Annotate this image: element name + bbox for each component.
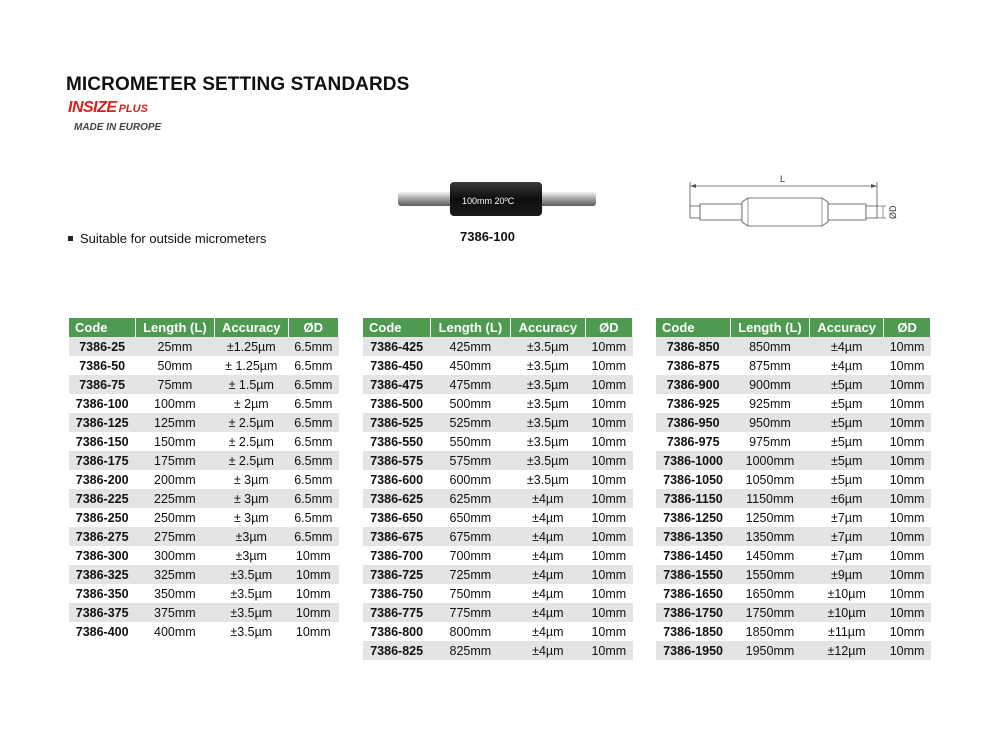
- cell-diameter: 10mm: [884, 565, 931, 584]
- col-code: Code: [69, 318, 135, 337]
- bullet-square-icon: [68, 236, 73, 241]
- cell-diameter: 10mm: [585, 527, 632, 546]
- cell-diameter: 10mm: [884, 508, 931, 527]
- cell-length: 50mm: [135, 356, 214, 375]
- cell-accuracy: ± 2µm: [214, 394, 288, 413]
- col-length: Length (L): [730, 318, 809, 337]
- cell-length: 875mm: [730, 356, 809, 375]
- cell-code: 7386-550: [363, 432, 430, 451]
- table-row: [69, 451, 339, 470]
- cell-diameter: 10mm: [884, 584, 931, 603]
- dimension-drawing: [682, 172, 902, 237]
- cell-length: 25mm: [135, 337, 214, 356]
- table-row: [69, 356, 339, 375]
- table-row: [656, 432, 931, 451]
- cell-accuracy: ±5µm: [810, 413, 884, 432]
- cell-accuracy: ±3.5µm: [214, 603, 288, 622]
- cell-code: 7386-25: [69, 337, 135, 356]
- cell-accuracy: ± 3µm: [214, 470, 288, 489]
- col-diameter: ØD: [288, 318, 338, 337]
- cell-length: 800mm: [430, 622, 510, 641]
- cell-length: 525mm: [430, 413, 510, 432]
- cell-diameter: 6.5mm: [288, 508, 338, 527]
- table-row: [656, 337, 931, 356]
- cell-code: 7386-350: [69, 584, 135, 603]
- cell-code: 7386-450: [363, 356, 430, 375]
- table-row: [69, 584, 339, 603]
- cell-diameter: 10mm: [585, 451, 632, 470]
- cell-accuracy: ± 1.5µm: [214, 375, 288, 394]
- table-row: [69, 489, 339, 508]
- cell-code: 7386-50: [69, 356, 135, 375]
- table-row: [69, 508, 339, 527]
- length-label: L: [780, 174, 786, 184]
- cell-length: 775mm: [430, 603, 510, 622]
- spec-table-2: [363, 318, 633, 660]
- cell-length: 1000mm: [730, 451, 809, 470]
- col-code: Code: [363, 318, 430, 337]
- cell-code: 7386-850: [656, 337, 730, 356]
- cell-accuracy: ± 1.25µm: [214, 356, 288, 375]
- cell-length: 1250mm: [730, 508, 809, 527]
- cell-accuracy: ±4µm: [511, 603, 586, 622]
- cell-accuracy: ±7µm: [810, 508, 884, 527]
- cell-diameter: 6.5mm: [288, 413, 338, 432]
- cell-length: 400mm: [135, 622, 214, 641]
- table-row: [69, 565, 339, 584]
- cell-accuracy: ±4µm: [810, 337, 884, 356]
- cell-diameter: 10mm: [884, 432, 931, 451]
- table-row: [363, 432, 633, 451]
- cell-code: 7386-725: [363, 565, 430, 584]
- cell-accuracy: ± 3µm: [214, 508, 288, 527]
- cell-diameter: 10mm: [884, 641, 931, 660]
- cell-code: 7386-1150: [656, 489, 730, 508]
- cell-diameter: 10mm: [585, 584, 632, 603]
- table-row: [69, 375, 339, 394]
- cell-code: 7386-1050: [656, 470, 730, 489]
- cell-diameter: 10mm: [585, 508, 632, 527]
- brand-origin: MADE IN EUROPE: [74, 122, 162, 133]
- table-row: [656, 546, 931, 565]
- cell-accuracy: ±11µm: [810, 622, 884, 641]
- cell-code: 7386-900: [656, 375, 730, 394]
- cell-diameter: 10mm: [585, 375, 632, 394]
- table-row: [363, 413, 633, 432]
- cell-diameter: 10mm: [288, 565, 338, 584]
- cell-diameter: 10mm: [884, 603, 931, 622]
- table-row: [69, 413, 339, 432]
- cell-code: 7386-425: [363, 337, 430, 356]
- cell-accuracy: ±10µm: [810, 584, 884, 603]
- cell-diameter: 10mm: [884, 394, 931, 413]
- table-row: [656, 470, 931, 489]
- cell-diameter: 10mm: [288, 546, 338, 565]
- cell-accuracy: ±3.5µm: [511, 394, 586, 413]
- cell-accuracy: ±5µm: [810, 451, 884, 470]
- table-row: [656, 451, 931, 470]
- cell-diameter: 10mm: [884, 489, 931, 508]
- col-accuracy: Accuracy: [810, 318, 884, 337]
- brand-plus: PLUS: [118, 103, 148, 115]
- col-accuracy: Accuracy: [214, 318, 288, 337]
- product-photo: [398, 180, 598, 223]
- cell-length: 1650mm: [730, 584, 809, 603]
- page-title: MICROMETER SETTING STANDARDS: [66, 74, 410, 95]
- cell-length: 650mm: [430, 508, 510, 527]
- cell-accuracy: ±3.5µm: [214, 622, 288, 641]
- cell-diameter: 10mm: [585, 546, 632, 565]
- cell-length: 1150mm: [730, 489, 809, 508]
- cell-accuracy: ±5µm: [810, 470, 884, 489]
- feature-bullet: [68, 231, 266, 246]
- cell-length: 625mm: [430, 489, 510, 508]
- cell-length: 125mm: [135, 413, 214, 432]
- cell-diameter: 10mm: [585, 394, 632, 413]
- cell-diameter: 6.5mm: [288, 394, 338, 413]
- table-row: [69, 546, 339, 565]
- cell-diameter: 10mm: [884, 470, 931, 489]
- cell-code: 7386-1450: [656, 546, 730, 565]
- cell-length: 725mm: [430, 565, 510, 584]
- cell-length: 1750mm: [730, 603, 809, 622]
- cell-accuracy: ±7µm: [810, 546, 884, 565]
- cell-length: 150mm: [135, 432, 214, 451]
- cell-length: 1350mm: [730, 527, 809, 546]
- cell-code: 7386-575: [363, 451, 430, 470]
- table-row: [363, 337, 633, 356]
- cell-accuracy: ±3.5µm: [511, 451, 586, 470]
- cell-code: 7386-1250: [656, 508, 730, 527]
- cell-diameter: 10mm: [585, 622, 632, 641]
- cell-code: 7386-1750: [656, 603, 730, 622]
- brand-logo: [68, 99, 148, 117]
- table-row: [656, 356, 931, 375]
- cell-diameter: 6.5mm: [288, 337, 338, 356]
- cell-diameter: 10mm: [585, 603, 632, 622]
- cell-diameter: 10mm: [884, 622, 931, 641]
- cell-length: 275mm: [135, 527, 214, 546]
- table-row: [69, 470, 339, 489]
- cell-accuracy: ±1.25µm: [214, 337, 288, 356]
- cell-accuracy: ±12µm: [810, 641, 884, 660]
- cell-accuracy: ± 2.5µm: [214, 451, 288, 470]
- table-row: [656, 565, 931, 584]
- cell-accuracy: ±3.5µm: [214, 584, 288, 603]
- table-row: [656, 375, 931, 394]
- cell-code: 7386-925: [656, 394, 730, 413]
- cell-accuracy: ±4µm: [511, 527, 586, 546]
- cell-code: 7386-625: [363, 489, 430, 508]
- cell-length: 1550mm: [730, 565, 809, 584]
- cell-diameter: 6.5mm: [288, 489, 338, 508]
- cell-code: 7386-325: [69, 565, 135, 584]
- cell-accuracy: ±4µm: [511, 546, 586, 565]
- cell-accuracy: ±3.5µm: [511, 432, 586, 451]
- table-row: [363, 565, 633, 584]
- cell-length: 225mm: [135, 489, 214, 508]
- cell-length: 75mm: [135, 375, 214, 394]
- table-row: [656, 413, 931, 432]
- cell-diameter: 6.5mm: [288, 356, 338, 375]
- cell-code: 7386-250: [69, 508, 135, 527]
- cell-diameter: 6.5mm: [288, 470, 338, 489]
- table-row: [363, 584, 633, 603]
- cell-diameter: 10mm: [288, 622, 338, 641]
- cell-length: 575mm: [430, 451, 510, 470]
- cell-accuracy: ±4µm: [511, 565, 586, 584]
- cell-diameter: 10mm: [884, 337, 931, 356]
- table-row: [69, 527, 339, 546]
- cell-diameter: 6.5mm: [288, 451, 338, 470]
- cell-accuracy: ±3.5µm: [511, 337, 586, 356]
- cell-accuracy: ±3µm: [214, 546, 288, 565]
- cell-length: 175mm: [135, 451, 214, 470]
- photo-label: 100mm 20ºC: [462, 196, 515, 206]
- cell-accuracy: ±4µm: [810, 356, 884, 375]
- table-row: [363, 489, 633, 508]
- cell-length: 1450mm: [730, 546, 809, 565]
- cell-code: 7386-275: [69, 527, 135, 546]
- cell-diameter: 10mm: [884, 413, 931, 432]
- cell-diameter: 10mm: [884, 451, 931, 470]
- cell-diameter: 10mm: [585, 641, 632, 660]
- brand-name: INSIZE: [68, 99, 117, 116]
- cell-diameter: 10mm: [585, 413, 632, 432]
- table-row: [69, 432, 339, 451]
- photo-caption: 7386-100: [460, 229, 515, 244]
- cell-accuracy: ±3.5µm: [511, 470, 586, 489]
- cell-code: 7386-1850: [656, 622, 730, 641]
- cell-length: 700mm: [430, 546, 510, 565]
- cell-code: 7386-150: [69, 432, 135, 451]
- cell-accuracy: ±4µm: [511, 622, 586, 641]
- cell-code: 7386-400: [69, 622, 135, 641]
- table-row: [656, 508, 931, 527]
- col-diameter: ØD: [884, 318, 931, 337]
- cell-code: 7386-375: [69, 603, 135, 622]
- cell-accuracy: ±6µm: [810, 489, 884, 508]
- cell-code: 7386-225: [69, 489, 135, 508]
- table-row: [363, 451, 633, 470]
- cell-length: 350mm: [135, 584, 214, 603]
- cell-length: 550mm: [430, 432, 510, 451]
- cell-code: 7386-700: [363, 546, 430, 565]
- col-length: Length (L): [135, 318, 214, 337]
- cell-accuracy: ±4µm: [511, 489, 586, 508]
- cell-diameter: 10mm: [585, 337, 632, 356]
- cell-diameter: 10mm: [288, 584, 338, 603]
- cell-diameter: 10mm: [884, 546, 931, 565]
- cell-code: 7386-100: [69, 394, 135, 413]
- table-row: [656, 489, 931, 508]
- cell-code: 7386-1550: [656, 565, 730, 584]
- cell-accuracy: ± 2.5µm: [214, 432, 288, 451]
- cell-length: 1050mm: [730, 470, 809, 489]
- table-row: [363, 375, 633, 394]
- cell-length: 250mm: [135, 508, 214, 527]
- cell-code: 7386-675: [363, 527, 430, 546]
- cell-code: 7386-475: [363, 375, 430, 394]
- cell-length: 425mm: [430, 337, 510, 356]
- cell-length: 950mm: [730, 413, 809, 432]
- cell-length: 1950mm: [730, 641, 809, 660]
- cell-code: 7386-200: [69, 470, 135, 489]
- table-row: [363, 527, 633, 546]
- cell-code: 7386-1950: [656, 641, 730, 660]
- cell-code: 7386-75: [69, 375, 135, 394]
- cell-diameter: 10mm: [884, 356, 931, 375]
- cell-accuracy: ±3.5µm: [511, 356, 586, 375]
- cell-length: 450mm: [430, 356, 510, 375]
- spec-table-3: [656, 318, 931, 660]
- cell-length: 475mm: [430, 375, 510, 394]
- cell-code: 7386-800: [363, 622, 430, 641]
- col-diameter: ØD: [585, 318, 632, 337]
- cell-length: 300mm: [135, 546, 214, 565]
- cell-length: 750mm: [430, 584, 510, 603]
- table-row: [363, 546, 633, 565]
- cell-diameter: 10mm: [288, 603, 338, 622]
- cell-diameter: 10mm: [884, 527, 931, 546]
- cell-length: 200mm: [135, 470, 214, 489]
- cell-accuracy: ±3.5µm: [511, 413, 586, 432]
- cell-length: 975mm: [730, 432, 809, 451]
- table-row: [363, 603, 633, 622]
- table-row: [656, 603, 931, 622]
- cell-accuracy: ±4µm: [511, 508, 586, 527]
- cell-accuracy: ±10µm: [810, 603, 884, 622]
- cell-accuracy: ±7µm: [810, 527, 884, 546]
- cell-diameter: 6.5mm: [288, 432, 338, 451]
- table-row: [656, 584, 931, 603]
- cell-accuracy: ±5µm: [810, 394, 884, 413]
- cell-length: 100mm: [135, 394, 214, 413]
- cell-length: 375mm: [135, 603, 214, 622]
- cell-accuracy: ±5µm: [810, 375, 884, 394]
- table-row: [363, 356, 633, 375]
- table-row: [69, 622, 339, 641]
- table-row: [363, 508, 633, 527]
- cell-code: 7386-825: [363, 641, 430, 660]
- cell-accuracy: ±4µm: [511, 584, 586, 603]
- table-row: [656, 622, 931, 641]
- spec-table-1: [69, 318, 339, 641]
- cell-diameter: 10mm: [585, 432, 632, 451]
- cell-accuracy: ± 2.5µm: [214, 413, 288, 432]
- cell-length: 850mm: [730, 337, 809, 356]
- table-row: [363, 641, 633, 660]
- cell-diameter: 10mm: [884, 375, 931, 394]
- cell-code: 7386-125: [69, 413, 135, 432]
- cell-code: 7386-600: [363, 470, 430, 489]
- table-row: [69, 603, 339, 622]
- cell-code: 7386-500: [363, 394, 430, 413]
- cell-code: 7386-750: [363, 584, 430, 603]
- cell-length: 675mm: [430, 527, 510, 546]
- cell-accuracy: ± 3µm: [214, 489, 288, 508]
- table-row: [69, 337, 339, 356]
- table-row: [656, 394, 931, 413]
- cell-accuracy: ±5µm: [810, 432, 884, 451]
- col-length: Length (L): [430, 318, 510, 337]
- table-row: [69, 394, 339, 413]
- col-accuracy: Accuracy: [511, 318, 586, 337]
- cell-diameter: 10mm: [585, 565, 632, 584]
- cell-code: 7386-975: [656, 432, 730, 451]
- cell-code: 7386-775: [363, 603, 430, 622]
- diameter-label: ØD: [888, 205, 898, 219]
- cell-length: 900mm: [730, 375, 809, 394]
- cell-diameter: 10mm: [585, 356, 632, 375]
- cell-length: 1850mm: [730, 622, 809, 641]
- cell-length: 500mm: [430, 394, 510, 413]
- cell-diameter: 6.5mm: [288, 527, 338, 546]
- cell-code: 7386-175: [69, 451, 135, 470]
- cell-accuracy: ±3.5µm: [511, 375, 586, 394]
- cell-length: 325mm: [135, 565, 214, 584]
- table-row: [363, 394, 633, 413]
- cell-code: 7386-1650: [656, 584, 730, 603]
- cell-code: 7386-525: [363, 413, 430, 432]
- table-row: [363, 622, 633, 641]
- cell-accuracy: ±4µm: [511, 641, 586, 660]
- cell-code: 7386-1350: [656, 527, 730, 546]
- cell-accuracy: ±3µm: [214, 527, 288, 546]
- cell-diameter: 6.5mm: [288, 375, 338, 394]
- cell-diameter: 10mm: [585, 489, 632, 508]
- cell-accuracy: ±3.5µm: [214, 565, 288, 584]
- cell-length: 925mm: [730, 394, 809, 413]
- cell-code: 7386-650: [363, 508, 430, 527]
- cell-code: 7386-875: [656, 356, 730, 375]
- cell-code: 7386-1000: [656, 451, 730, 470]
- cell-code: 7386-300: [69, 546, 135, 565]
- cell-code: 7386-950: [656, 413, 730, 432]
- cell-length: 825mm: [430, 641, 510, 660]
- cell-diameter: 10mm: [585, 470, 632, 489]
- table-row: [363, 470, 633, 489]
- cell-accuracy: ±9µm: [810, 565, 884, 584]
- feature-text: Suitable for outside micrometers: [80, 231, 267, 246]
- col-code: Code: [656, 318, 730, 337]
- table-row: [656, 641, 931, 660]
- cell-length: 600mm: [430, 470, 510, 489]
- table-row: [656, 527, 931, 546]
